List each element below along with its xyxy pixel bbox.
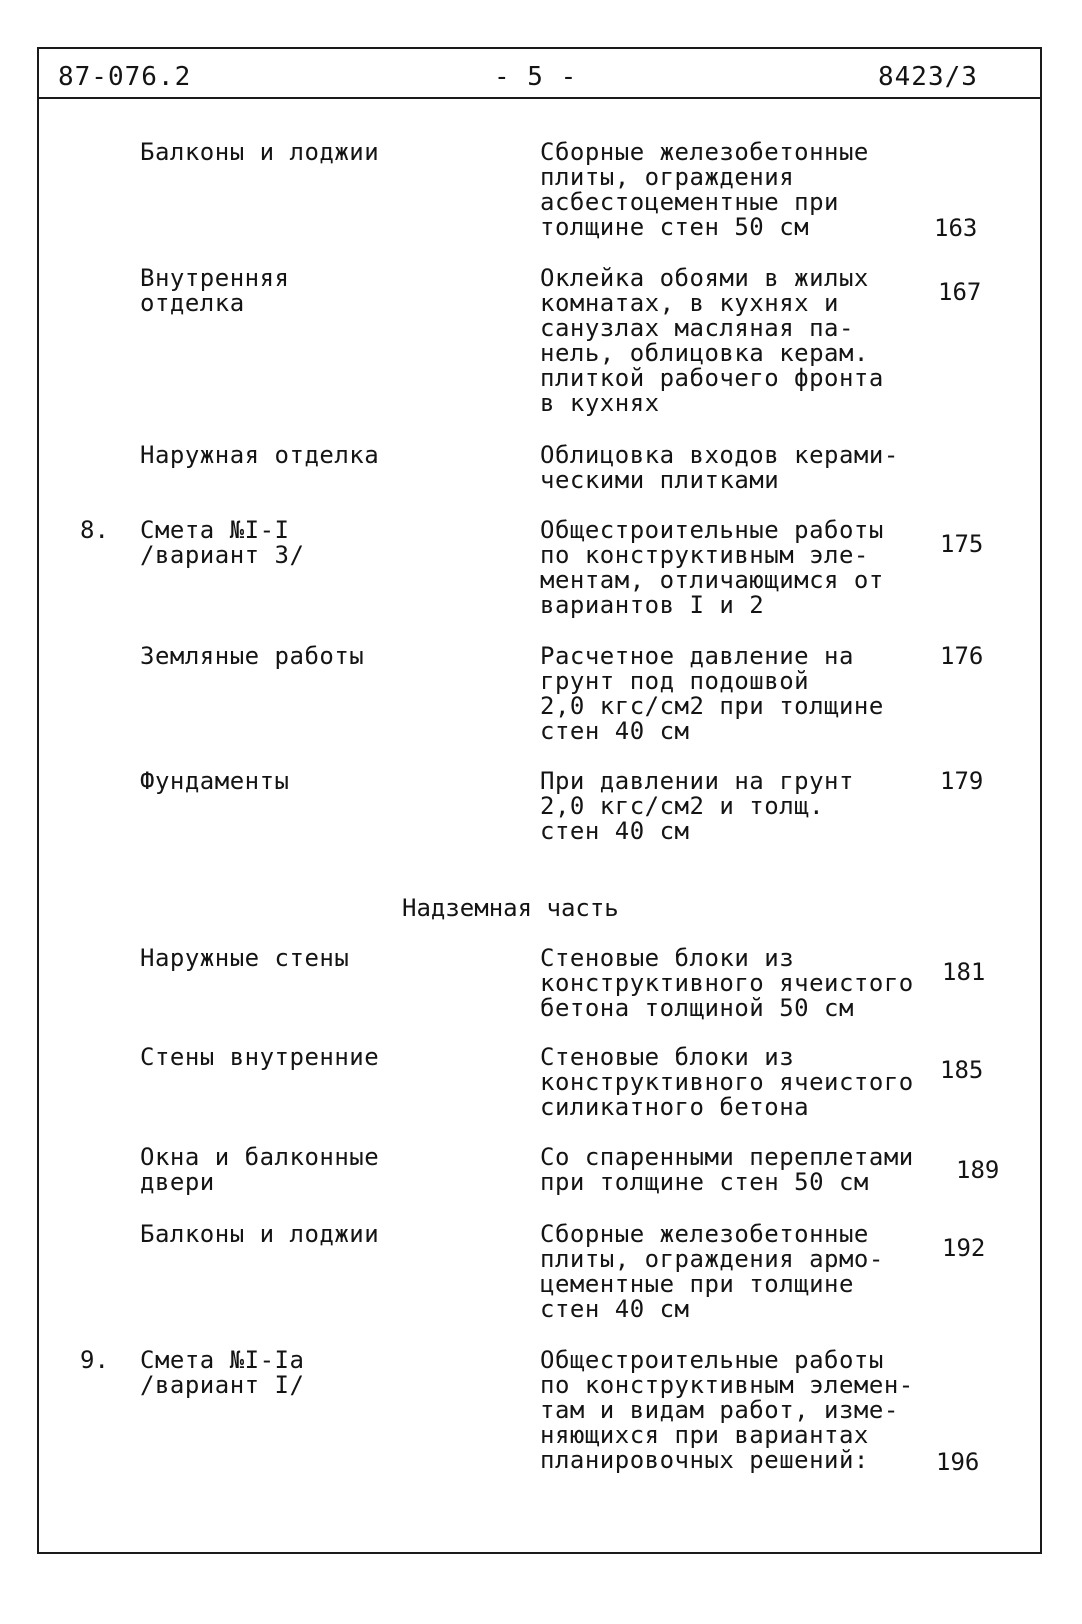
item-description: Облицовка входов керами- ческими плитками: [540, 441, 899, 494]
item-description: Расчетное давление на грунт под подошвой 2,0 кгс/см2 при толщине стен 40 см: [540, 642, 884, 745]
page-number: - 5 -: [494, 62, 578, 92]
page-ref: 176: [940, 642, 984, 670]
item-description: Сборные железобетонные плиты, ограждения асбестоцементные при толщине стен 50 см: [540, 138, 869, 241]
item-number: 9.: [80, 1346, 109, 1374]
item-description: Стеновые блоки из конструктивного ячеистого бетона толщиной 50 см: [540, 944, 914, 1022]
page-ref: 181: [942, 958, 986, 986]
item-label: Балконы и лоджии: [140, 138, 380, 166]
page-ref: 185: [940, 1056, 984, 1084]
page-ref: 189: [956, 1156, 1000, 1184]
document-code: 87-076.2: [58, 62, 192, 92]
page-ref: 163: [934, 214, 978, 242]
page-ref: 167: [938, 278, 982, 306]
page-ref: 192: [942, 1234, 986, 1262]
item-label: Наружные стены: [140, 944, 350, 972]
item-description: Сборные железобетонные плиты, ограждения армо- цементные при толщине стен 40 см: [540, 1220, 884, 1323]
header-divider: [37, 97, 1042, 99]
item-label: Наружная отделка: [140, 441, 380, 469]
item-label: Стены внутренние: [140, 1043, 380, 1071]
item-label: Смета №I-I /вариант 3/: [140, 516, 305, 569]
item-description: Стеновые блоки из конструктивного ячеистого силикатного бетона: [540, 1043, 914, 1121]
item-description: Общестроительные работы по конструктивным эле- ментам, отличающимся от вариантов I и 2: [540, 516, 884, 619]
item-description: Общестроительные работы по конструктивным элемен- там и видам работ, изме- няющихся при вариантах планировочных решений:: [540, 1346, 914, 1474]
sheet-reference: 8423/3: [878, 62, 978, 92]
item-label: Фундаменты: [140, 767, 290, 795]
page-ref: 179: [940, 767, 984, 795]
page-ref: 196: [936, 1448, 980, 1476]
item-label: Смета №I-Iа /вариант I/: [140, 1346, 305, 1399]
item-label: Балконы и лоджии: [140, 1220, 380, 1248]
item-description: Оклейка обоями в жилых комнатах, в кухнях и санузлах масляная па- нель, облицовка керам. плиткой рабочего фронта в кухнях: [540, 264, 884, 417]
item-label: Внутренняя отделка: [140, 264, 290, 317]
item-label: Земляные работы: [140, 642, 365, 670]
item-description: При давлении на грунт 2,0 кгс/см2 и толщ. стен 40 см: [540, 767, 854, 845]
page-ref: 175: [940, 530, 984, 558]
item-number: 8.: [80, 516, 109, 544]
section-heading: Надземная часть: [402, 894, 619, 922]
item-description: Со спаренными переплетами при толщине стен 50 см: [540, 1143, 914, 1196]
item-label: Окна и балконные двери: [140, 1143, 380, 1196]
